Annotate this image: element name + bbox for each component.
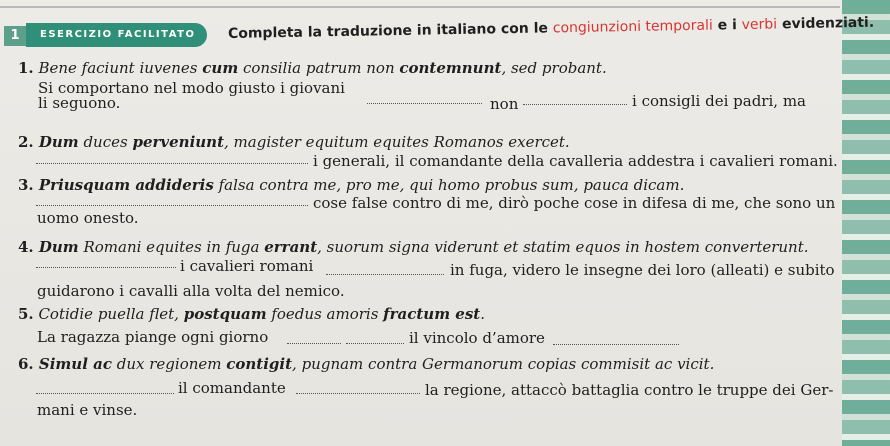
instruction-text: e i — [712, 17, 742, 34]
item-2-latin — [18, 133, 570, 151]
exercise-badge: ESERCIZIO FACILITATO — [26, 23, 207, 47]
translation-text: non — [490, 95, 519, 113]
translation-text: la regione, attaccò battaglia contro le truppe dei Ger- — [425, 381, 834, 399]
latin-text: duces — [78, 133, 133, 151]
latin-verb: contemnunt — [399, 59, 502, 77]
latin-text: , pugnam contra Germanorum copias commisit ac vicit. — [292, 355, 715, 373]
item-5-latin — [18, 305, 485, 323]
item-number: 1. — [18, 59, 34, 77]
answer-blank-3a[interactable] — [36, 204, 308, 206]
item-1-latin — [18, 59, 607, 77]
answer-blank-5c[interactable] — [553, 343, 679, 345]
item-number: 5. — [18, 305, 34, 323]
item-number: 2. — [18, 133, 34, 151]
latin-text: consilia patrum non — [238, 59, 400, 77]
answer-blank-6a[interactable] — [36, 392, 174, 394]
translation-text: li seguono. — [38, 94, 121, 112]
latin-text: Cotidie puella flet, — [33, 305, 184, 323]
translation-text: in fuga, videro le insegne dei loro (alleati) e subito — [450, 261, 835, 279]
translation-text: mani e vinse. — [37, 401, 138, 419]
latin-verb: perveniunt — [132, 133, 225, 151]
answer-blank-4b[interactable] — [326, 273, 444, 275]
latin-text: , magister equitum equites Romanos exercet. — [224, 133, 570, 151]
translation-text: i generali, il comandante della cavalleria addestra i cavalieri romani. — [313, 152, 838, 170]
item-number: 3. — [18, 176, 34, 194]
translation-text: La ragazza piange ogni giorno — [37, 328, 269, 346]
item-6-latin — [18, 355, 714, 373]
margin-strip — [842, 0, 890, 446]
answer-blank-5b[interactable] — [346, 342, 404, 344]
latin-text: dux regionem — [111, 355, 227, 373]
translation-text: il vincolo d’amore — [409, 329, 545, 347]
translation-text: il comandante — [178, 379, 286, 397]
translation-text: i cavalieri romani — [180, 257, 314, 275]
latin-verb: fractum est — [383, 305, 481, 323]
translation-text: guidarono i cavalli alla volta del nemico. — [37, 282, 345, 300]
instruction-text: evidenziati. — [776, 14, 875, 33]
item-number: 6. — [18, 355, 34, 373]
answer-blank-6b[interactable] — [296, 392, 420, 394]
item-3-latin — [18, 176, 684, 194]
latin-conjunction-verb: Priusquam addideris — [33, 176, 214, 194]
answer-blank-5a[interactable] — [287, 342, 341, 344]
answer-blank-4a[interactable] — [36, 266, 176, 268]
latin-text: , sed probant. — [501, 59, 607, 77]
latin-verb: errant — [264, 238, 318, 256]
latin-text: falsa contra me, pro me, qui homo probus sum, pauca dicam. — [213, 176, 685, 194]
answer-blank-2a[interactable] — [36, 162, 308, 164]
translation-text: i consigli dei padri, ma — [632, 92, 806, 110]
latin-text: . — [480, 305, 486, 323]
latin-text: Bene faciunt iuvenes — [33, 59, 203, 77]
item-number: 4. — [18, 238, 34, 256]
instruction-highlight-conjunctions: congiunzioni temporali — [552, 17, 713, 37]
latin-text: foedus amoris — [266, 305, 384, 323]
answer-blank-1b[interactable] — [523, 103, 627, 105]
instruction — [228, 15, 874, 42]
latin-conjunction: Dum — [33, 238, 79, 256]
latin-text: Romani equites in fuga — [78, 238, 265, 256]
latin-text: , suorum signa viderunt et statim equos in hostem converterunt. — [317, 238, 809, 256]
item-1-translation-line-2 — [38, 94, 120, 112]
latin-conjunction: Dum — [33, 133, 79, 151]
answer-blank-1a[interactable] — [367, 102, 482, 104]
exercise-number: 1 — [4, 26, 26, 46]
item-4-latin — [18, 238, 809, 256]
latin-conjunction: Simul ac — [33, 355, 112, 373]
translation-text: uomo onesto. — [37, 209, 139, 227]
latin-conjunction: postquam — [183, 305, 267, 323]
instruction-text: Completa la traduzione in italiano con le — [227, 20, 553, 42]
translation-text: cose false contro di me, dirò poche cose in difesa di me, che sono un — [313, 194, 836, 212]
top-rule — [0, 6, 840, 8]
translation-text: Si comportano nel modo giusto i giovani — [38, 79, 345, 97]
latin-conjunction: cum — [202, 59, 239, 77]
instruction-highlight-verbs: verbi — [741, 16, 778, 34]
latin-verb: contigit — [226, 355, 293, 373]
